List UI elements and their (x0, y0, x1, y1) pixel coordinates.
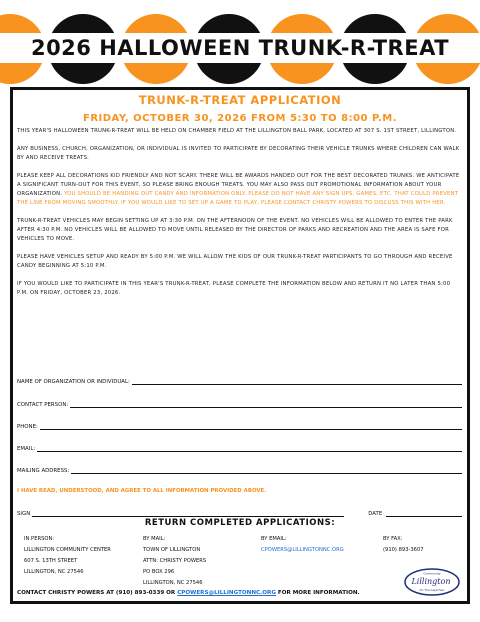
by-mail-line: LILLINGTON, NC 27546 (143, 580, 203, 586)
application-title: TRUNK-R-TREAT APPLICATION (138, 93, 342, 107)
return-in-person (24, 534, 111, 578)
email-field[interactable] (17, 442, 462, 452)
org-label: NAME OF ORGANIZATION OR INDIVIDUAL: (17, 379, 130, 385)
contact-label: CONTACT PERSON: (17, 402, 69, 408)
in-person-line: LILLINGTON, NC 27546 (24, 569, 84, 575)
acknowledgement-text: I HAVE READ, UNDERSTOOD, AND AGREE TO ALL INFORMATION PROVIDED ABOVE. (17, 488, 267, 494)
by-mail-line: TOWN OF LILLINGTON (143, 547, 201, 553)
org-field[interactable] (17, 375, 462, 385)
address-field[interactable] (17, 464, 462, 474)
phone-label: PHONE: (17, 424, 38, 430)
footer-contact-prefix: CONTACT CHRISTY POWERS AT (910) 893-0339 OR (17, 590, 178, 596)
contact-input-line[interactable] (70, 402, 462, 408)
return-by-email (261, 534, 344, 556)
logo-top-text: Community (423, 571, 441, 576)
footer-contact-suffix: FOR MORE INFORMATION. (275, 590, 360, 596)
paragraph-deadline: IF YOU WOULD LIKE TO PARTICIPATE IN THIS YEAR'S TRUNK-R-TREAT, PLEASE COMPLETE THE INFORMATION BELOW AND RETURN IT NO LATER THAN 5:00 P.M. ON FRIDAY, OCTOBER 23, 2026. (17, 281, 451, 296)
application-body (17, 127, 462, 307)
paragraph-location: THIS YEAR'S HALLOWEEN TRUNK-R-TREAT WILL BE HELD ON CHAMBER FIELD AT THE LILLINGTON BALL PARK, LOCATED AT 307 S. 1ST STREET, LILLINGTON. (17, 128, 457, 134)
in-person-line: LILLINGTON COMMUNITY CENTER (24, 547, 111, 553)
by-mail-line: ATTN: CHRISTY POWERS (143, 558, 207, 564)
email-label: EMAIL: (17, 446, 36, 452)
signature-row (17, 507, 462, 517)
decorations-warning: YOU SHOULD BE HANDING OUT CANDY AND INFORMATION ONLY. PLEASE DO NOT HAVE ANY SIGN UPS, GAMES, ETC. THAT COULD PREVENT THE LINE FROM MOVING SMOOTHLY. IF YOU WOULD LIKE TO SET UP A GAME TO PLAY, PLEASE CONTACT CHRISTY POWERS TO DISCUSS THIS WITH HER. (17, 191, 459, 206)
contact-field[interactable] (17, 398, 462, 408)
sign-input-line[interactable] (32, 511, 344, 517)
phone-field[interactable] (17, 420, 462, 430)
by-mail-heading: BY MAIL: (143, 536, 166, 542)
by-fax-number: (910) 893-3607 (383, 547, 424, 553)
footer-contact (17, 590, 360, 596)
date-input-line[interactable] (386, 511, 462, 517)
event-date: FRIDAY, OCTOBER 30, 2026 FROM 5:30 TO 8:00 P.M. (82, 113, 398, 124)
footer-email-link[interactable]: CPOWERS@LILLINGTONNC.ORG (177, 590, 276, 596)
lillington-logo (403, 567, 461, 597)
email-input-line[interactable] (37, 446, 462, 452)
return-by-fax (383, 534, 424, 556)
by-mail-line: PO BOX 296 (143, 569, 175, 575)
paragraph-setup: TRUNK-R-TREAT VEHICLES MAY BEGIN SETTING UP AT 3:30 P.M. ON THE AFTERNOON OF THE EVENT. NO VEHICLES WILL BE ALLOWED TO ENTER THE PARK AFTER 4:30 P.M. NO VEHICLES WILL BE ALLOWED TO MOVE UNTIL RELEASED BY THE DIRECTOR OF PARKS AND RECREATION AND THE AREA IS SAFE FOR VEHICLES TO MOVE. (17, 218, 453, 242)
in-person-line: 607 S. 13TH STREET (24, 558, 78, 564)
paragraph-decorations (17, 172, 462, 208)
logo-bottom-text: On The Cape Fear (419, 588, 445, 592)
return-title: RETURN COMPLETED APPLICATIONS: (144, 518, 336, 528)
by-email-link[interactable]: CPOWERS@LILLINGTONNC.ORG (261, 547, 344, 553)
paragraph-invite: ANY BUSINESS, CHURCH, ORGANIZATION, OR INDIVIDUAL IS INVITED TO PARTICIPATE BY DECORATING THEIR VEHICLE TRUNKS WHERE CHILDREN CAN WALK BY AND RECEIVE TREATS. (17, 146, 460, 161)
by-email-heading: BY EMAIL: (261, 536, 287, 542)
page-title: 2026 HALLOWEEN TRUNK-R-TREAT (30, 36, 450, 60)
by-fax-heading: BY FAX: (383, 536, 403, 542)
sign-label: SIGN (17, 511, 31, 517)
org-input-line[interactable] (132, 379, 462, 385)
phone-input-line[interactable] (40, 424, 462, 430)
address-input-line[interactable] (71, 468, 462, 474)
logo-name: Lillington (411, 577, 451, 586)
return-by-mail (143, 534, 206, 589)
paragraph-ready: PLEASE HAVE VEHICLES SETUP AND READY BY 5:00 P.M. WE WILL ALLOW THE KIDS OF OUR TRUNK-R-TREAT PARTICIPANTS TO GO THROUGH AND RECEIVE CANDY BEGINNING AT 5:10 P.M. (17, 254, 453, 269)
address-label: MAILING ADDRESS: (17, 468, 70, 474)
in-person-heading: IN PERSON: (24, 536, 55, 542)
decorations-text: PLEASE KEEP ALL DECORATIONS KID FRIENDLY AND NOT SCARY. THERE WILL BE AWARDS HANDED OUT FOR THE BEST DECORATED TRUNKS. WE ANTICIPATE A SIGNIFICANT TURN-OUT FOR THIS EVENT, SO PLEASE BRING ENOUGH TREATS. YOU MAY ALSO PASS OUT PROMOTIONAL INFORMATION ABOUT YOUR ORGANIZATION. (17, 173, 460, 197)
date-label: DATE (368, 511, 383, 517)
